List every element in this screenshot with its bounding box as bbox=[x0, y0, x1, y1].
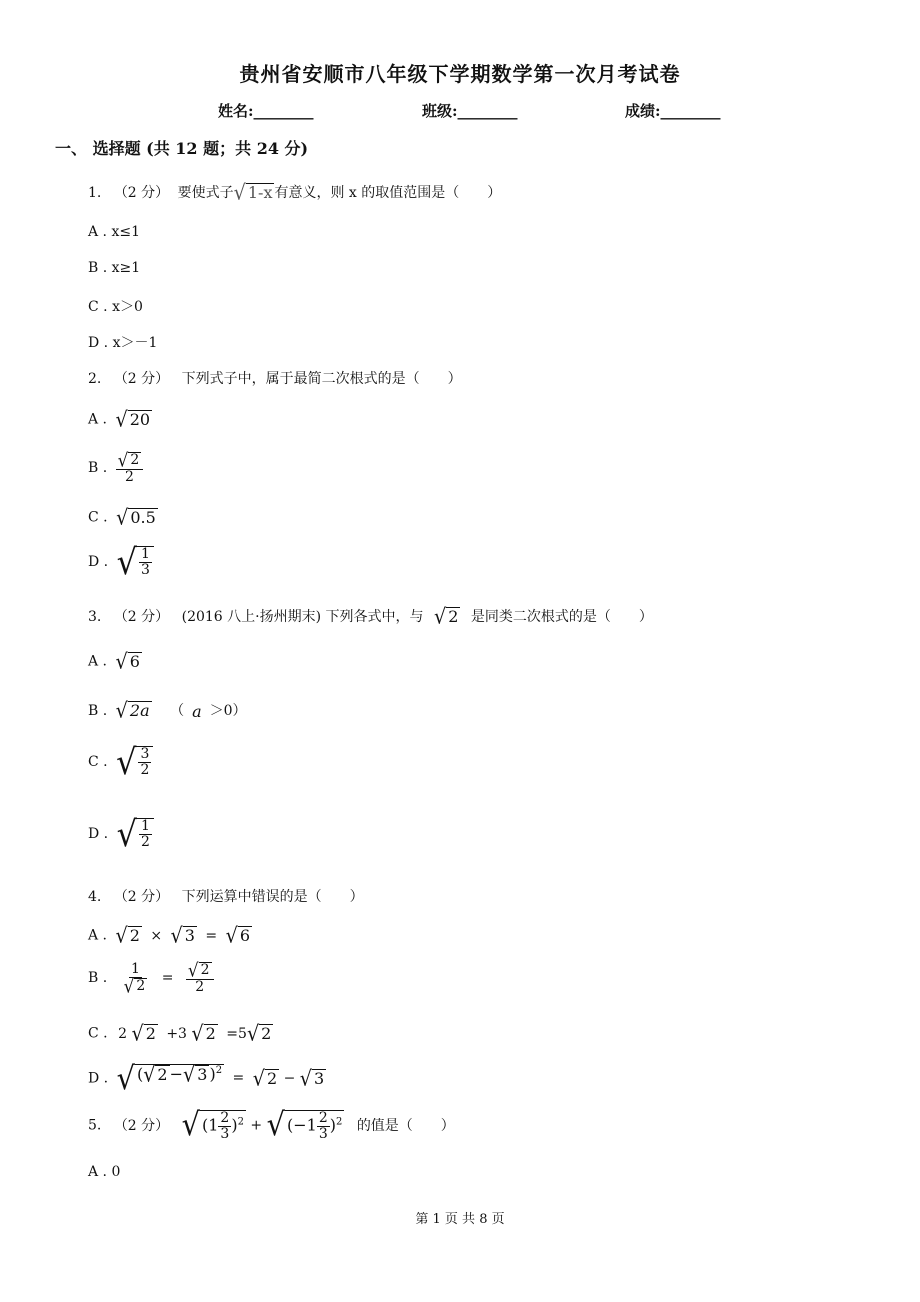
option-a[interactable]: A . x≤1 bbox=[88, 224, 140, 240]
option-c[interactable]: C . √ 0.5 bbox=[88, 504, 156, 531]
question-points: （2 分） bbox=[113, 889, 170, 905]
question-text: 是同类二次根式的是（ ） bbox=[470, 609, 653, 625]
question-text: (2016 八上·扬州期末) 下列各式中，与 bbox=[181, 609, 424, 625]
question-number: 2. bbox=[88, 371, 102, 387]
question-text: 的值是（ ） bbox=[356, 1117, 455, 1134]
section-heading: 一、 选择题 (共 12 题；共 24 分) bbox=[55, 139, 309, 158]
question-2 bbox=[88, 368, 462, 388]
question-number: 3. bbox=[88, 609, 102, 625]
question-text: 下列运算中错误的是（ ） bbox=[181, 889, 364, 905]
question-points: （2 分） bbox=[113, 371, 170, 387]
question-5: 5. （2 分） √ (1 $\frac{2}{3}$ )$^2$ + √ (−1 $\frac{2}{3}$ )$^2$ 的值是（ ） bbox=[88, 1105, 455, 1143]
option-d[interactable]: D . √ $\frac{1}{3}$ bbox=[88, 546, 154, 578]
option-a[interactable]: A . √ 2 × √ 3 = √ 6 bbox=[88, 922, 251, 949]
question-points: （2 分） bbox=[113, 185, 170, 201]
option-a[interactable]: A . √ 20 bbox=[88, 406, 151, 433]
question-number: 1. bbox=[88, 185, 102, 201]
option-b[interactable]: B . x≥1 bbox=[88, 260, 141, 276]
option-a[interactable]: A . 0 bbox=[88, 1164, 121, 1180]
question-text: 有意义，则 x 的取值范围是（ ） bbox=[274, 185, 502, 201]
radical-expression: √ 2 bbox=[433, 604, 459, 630]
question-3 bbox=[88, 604, 653, 630]
option-b[interactable]: B . √ 2 2 bbox=[88, 452, 143, 484]
page-title: 贵州省安顺市八年级下学期数学第一次月考试卷 bbox=[239, 62, 681, 86]
name-field[interactable]: 姓名:________ bbox=[218, 102, 314, 120]
option-c[interactable]: C . √ $\frac{3}{2}$ bbox=[88, 746, 153, 778]
option-c[interactable]: C . x＞0 bbox=[88, 299, 143, 315]
question-text: 下列式子中，属于最简二次根式的是（ ） bbox=[181, 371, 462, 387]
option-d[interactable]: D . √ ( √ 2 − √ 3 )$^2$ = √ 2 − √ 3 bbox=[88, 1059, 325, 1097]
score-field[interactable]: 成绩:________ bbox=[625, 102, 721, 120]
page-footer: 第 1 页 共 8 页 bbox=[415, 1212, 505, 1227]
question-points: （2 分） bbox=[113, 609, 170, 625]
question-points: （2 分） bbox=[113, 1117, 170, 1134]
radical-expression: √ (−1 $\frac{2}{3}$ )$^2$ bbox=[266, 1105, 343, 1143]
radical-expression: √ (1 $\frac{2}{3}$ )$^2$ bbox=[181, 1105, 244, 1143]
option-d[interactable]: D . √ $\frac{1}{2}$ bbox=[88, 818, 154, 850]
class-field[interactable]: 班级:________ bbox=[422, 102, 518, 120]
option-b[interactable]: B . √ 2a （ a ＞0） bbox=[88, 698, 247, 724]
question-text: 要使式子 bbox=[177, 185, 234, 201]
option-c[interactable]: C . 2 √ 2 +3 √ 2 =5 √ 2 bbox=[88, 1020, 272, 1047]
option-a[interactable]: A . √ 6 bbox=[88, 648, 140, 675]
question-1 bbox=[88, 180, 502, 206]
option-d[interactable]: D . x＞－1 bbox=[88, 335, 158, 351]
question-4 bbox=[88, 886, 364, 906]
question-number: 4. bbox=[88, 889, 102, 905]
option-b[interactable]: B . 1 √ 2 = √ 2 2 bbox=[88, 962, 214, 994]
radical-expression: √ 1-x bbox=[233, 180, 273, 206]
question-number: 5. bbox=[88, 1117, 102, 1134]
